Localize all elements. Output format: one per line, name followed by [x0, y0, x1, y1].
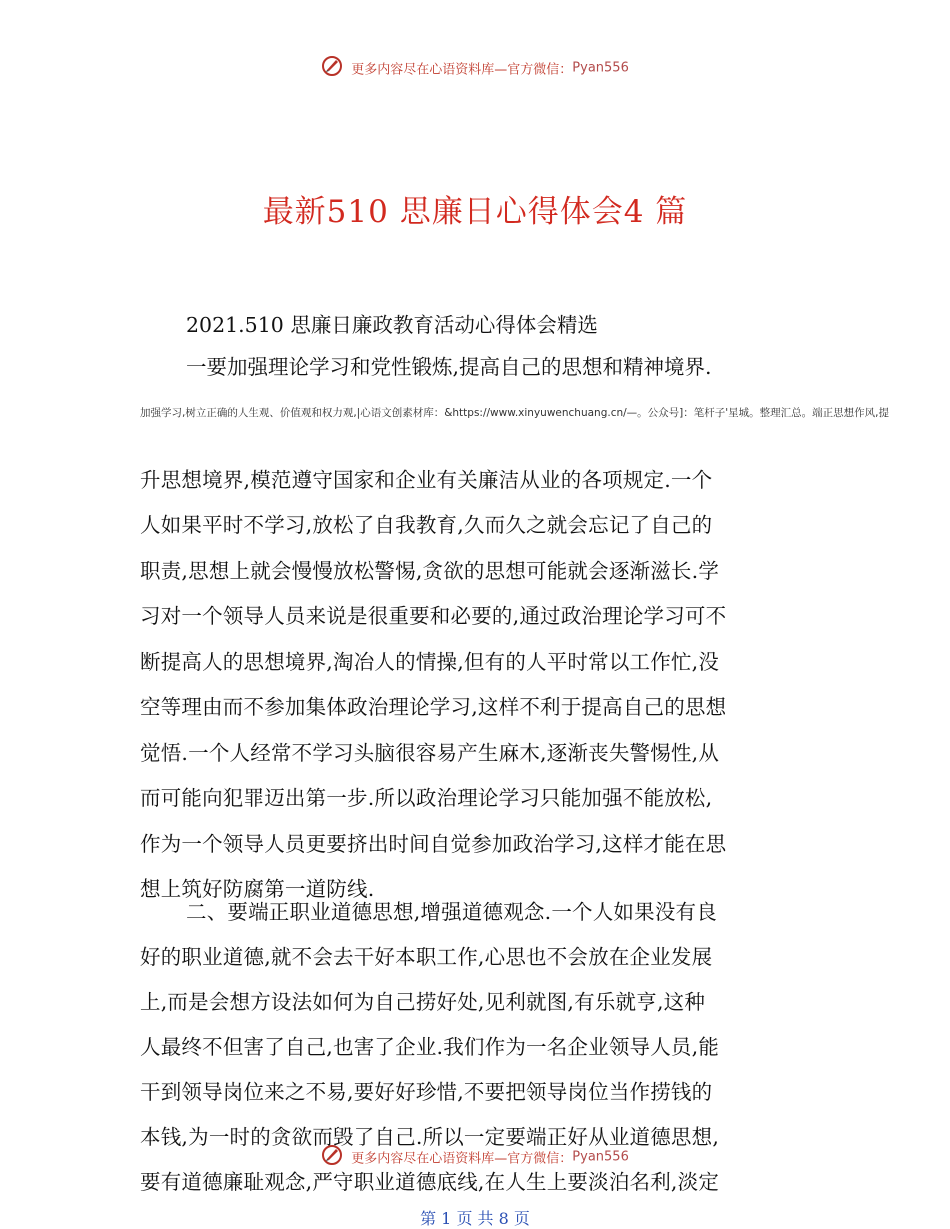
header-watermark — [0, 55, 950, 81]
watermark-wechat-id: Pyan556 — [572, 1149, 629, 1165]
watermark-text: 更多内容尽在心语资料库—官方微信： — [351, 1151, 573, 1167]
point-one-heading: 一要加强理论学习和党性锻炼,提高自己的思想和精神境界. — [186, 355, 712, 379]
body-line: 升思想境界,模范遵守国家和企业有关廉洁从业的各项规定.一个 — [140, 468, 713, 492]
body-line: 二、要端正职业道德思想,增强道德观念.一个人如果没有良 — [186, 900, 717, 924]
body-line: 空等理由而不参加集体政治理论学习,这样不利于提高自己的思想 — [140, 695, 727, 719]
brand-logo-icon — [321, 55, 343, 81]
footer-watermark — [0, 1144, 950, 1170]
watermark-wechat-id: Pyan556 — [572, 60, 629, 76]
body-line: 想上筑好防腐第一道防线. — [140, 877, 375, 901]
body-line: 断提高人的思想境界,淘冶人的情操,但有的人平时常以工作忙,没 — [140, 650, 720, 674]
body-line: 而可能向犯罪迈出第一步.所以政治理论学习只能加强不能放松, — [140, 786, 713, 810]
body-line: 本钱,为一时的贪欲而毁了自己.所以一定要端正好从业道德思想, — [140, 1125, 720, 1149]
body-line: 要有道德廉耻观念,严守职业道德底线,在人生上要淡泊名利,淡定 — [140, 1170, 720, 1194]
body-line: 习对一个领导人员来说是很重要和必要的,通过政治理论学习可不 — [140, 604, 727, 628]
body-line: 作为一个领导人员更要挤出时间自觉参加政治学习,这样才能在思 — [140, 832, 727, 856]
brand-logo-icon — [321, 1144, 343, 1170]
body-line: 人如果平时不学习,放松了自我教育,久而久之就会忘记了自己的 — [140, 513, 713, 537]
body-line: 人最终不但害了自己,也害了企业.我们作为一名企业领导人员,能 — [140, 1035, 720, 1059]
page-indicator: 第 1 页 共 8 页 — [420, 1209, 530, 1228]
body-line: 觉悟.一个人经常不学习头脑很容易产生麻木,逐渐丧失警惕性,从 — [140, 741, 720, 765]
body-line: 职责,思想上就会慢慢放松警惕,贪欲的思想可能就会逐渐滋长.学 — [140, 559, 720, 583]
document-title: 最新510 思廉日心得体会4 篇 — [262, 194, 688, 230]
body-line: 干到领导岗位来之不易,要好好珍惜,不要把领导岗位当作捞钱的 — [140, 1080, 713, 1104]
watermark-text: 更多内容尽在心语资料库—官方微信： — [351, 62, 573, 78]
body-line: 上,而是会想方设法如何为自己捞好处,见利就图,有乐就亨,这种 — [140, 990, 706, 1014]
inline-ad-text: 加强学习,树立正确的人生观、价值观和权力观,|心语文创素材库：&https://www.xinyuwenchuang.cn/—。公众号]：笔杆子'星城。整理汇总。端正思想作风,提 — [140, 407, 889, 419]
section-title: 2021.510 思廉日廉政教育活动心得体会精选 — [186, 313, 598, 337]
body-line: 好的职业道德,就不会去干好本职工作,心思也不会放在企业发展 — [140, 945, 713, 969]
